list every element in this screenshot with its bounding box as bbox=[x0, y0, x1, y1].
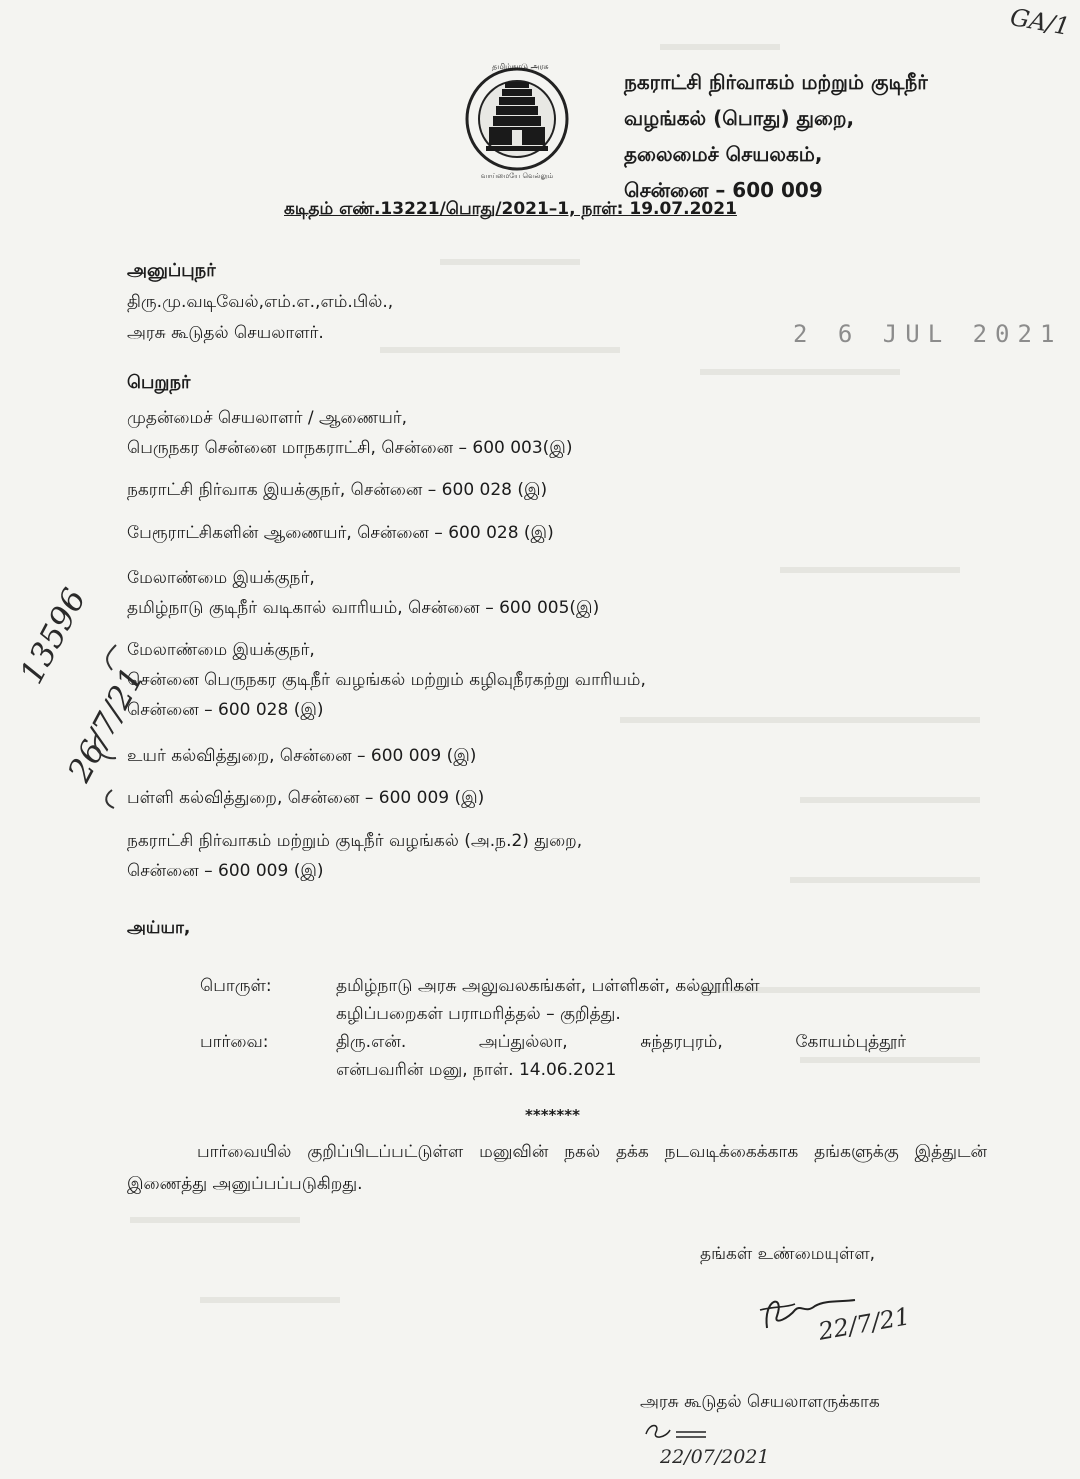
letter-reference: கடிதம் எண்.13221/பொது/2021–1, நாள்: 19.07.2021 bbox=[284, 199, 737, 219]
recipient-line: மேலாண்மை இயக்குநர், bbox=[127, 568, 315, 588]
reference-seen-line-2: என்பவரின் மனு, நாள். 14.06.2021 bbox=[336, 1060, 617, 1080]
recipient-line: சென்னை பெருநகர குடிநீர் வழங்கல் மற்றும் கழிவுநீரகற்று வாரியம், bbox=[127, 670, 646, 690]
sender-name: திரு.மு.வடிவேல்,எம்.எ.,எம்.பில்., bbox=[127, 292, 394, 312]
recipient-2 bbox=[127, 475, 547, 505]
recipient-line: பெருநகர சென்னை மாநகராட்சி, சென்னை – 600 003(இ) bbox=[127, 438, 573, 458]
header-line-4: சென்னை – 600 009 bbox=[624, 178, 823, 202]
subject-line-1: தமிழ்நாடு அரசு அலுவலகங்கள், பள்ளிகள், கல்லூரிகள் bbox=[336, 976, 760, 996]
subject-line-2: கழிப்பறைகள் பராமரித்தல் – குறித்து. bbox=[336, 1004, 621, 1024]
recipient-line: சென்னை – 600 009 (இ) bbox=[127, 861, 324, 881]
department-header bbox=[624, 64, 928, 208]
separator: ******* bbox=[525, 1106, 580, 1124]
reference-seen-part: அப்துல்லா, bbox=[478, 1032, 568, 1052]
margin-handwritten-number: 13596 bbox=[12, 582, 94, 690]
subject-block bbox=[200, 972, 906, 1084]
header-line-2: வழங்கல் (பொது) துறை, bbox=[624, 106, 855, 130]
letter-body: பார்வையில் குறிப்பிடப்பட்டுள்ள மனுவின் நகல் தக்க நடவடிக்கைக்காக தங்களுக்கு இத்துடன் இணைத்து அனுப்பப்படுகிறது. bbox=[127, 1142, 987, 1194]
recipient-line: சென்னை – 600 028 (இ) bbox=[127, 700, 324, 720]
reference-seen-part: சுந்தரபுரம், bbox=[640, 1032, 723, 1052]
received-date-stamp: 2 6 JUL 2021 bbox=[793, 320, 1063, 348]
recipient-4 bbox=[127, 563, 599, 623]
tamil-nadu-emblem bbox=[458, 64, 576, 182]
recipient-7 bbox=[127, 783, 484, 813]
recipient-3 bbox=[127, 518, 554, 548]
sender-label: அனுப்புநர் bbox=[127, 260, 216, 281]
recipient-line: தமிழ்நாடு குடிநீர் வடிகால் வாரியம், சென்னை – 600 005(இ) bbox=[127, 598, 600, 618]
recipient-line: நகராட்சி நிர்வாகம் மற்றும் குடிநீர் வழங்கல் (அ.ந.2) துறை, bbox=[127, 831, 583, 851]
recipient-5 bbox=[127, 635, 646, 725]
salutation: அய்யா, bbox=[127, 918, 191, 938]
header-line-1: நகராட்சி நிர்வாகம் மற்றும் குடிநீர் bbox=[624, 70, 928, 94]
corner-handwritten-note: GA/1 bbox=[1008, 3, 1072, 41]
margin-slash-marks bbox=[86, 640, 126, 820]
reference-seen-part: கோயம்புத்தூர் bbox=[795, 1032, 906, 1052]
recipient-line: பள்ளி கல்வித்துறை, சென்னை – 600 009 (இ) bbox=[127, 788, 485, 808]
signature-date: 22/7/21 bbox=[816, 1302, 913, 1346]
recipient-line: முதன்மைச் செயலாளர் / ஆணையர், bbox=[127, 408, 408, 428]
recipient-8 bbox=[127, 826, 582, 886]
signatory-initials bbox=[642, 1420, 712, 1446]
signatory-date: 22/07/2021 bbox=[660, 1446, 770, 1468]
emblem-motto: வாய்மையே வெல்லும் bbox=[480, 172, 554, 180]
recipient-1 bbox=[127, 403, 572, 463]
recipient-line: நகராட்சி நிர்வாக இயக்குநர், சென்னை – 600 028 (இ) bbox=[127, 480, 548, 500]
reference-seen-label: பார்வை: bbox=[200, 1032, 269, 1052]
header-line-3: தலைமைச் செயலகம், bbox=[624, 142, 823, 166]
recipient-6 bbox=[127, 741, 476, 771]
closing: தங்கள் உண்மையுள்ள, bbox=[700, 1244, 876, 1264]
reference-seen-part: திரு.என். bbox=[336, 1032, 407, 1052]
recipients-label: பெறுநர் bbox=[127, 372, 191, 393]
emblem-top-text: தமிழ்நாடு அரசு bbox=[492, 62, 549, 71]
signatory-designation: அரசு கூடுதல் செயலாளருக்காக bbox=[640, 1392, 880, 1412]
recipients-block bbox=[127, 367, 190, 399]
sender-block bbox=[127, 256, 393, 348]
recipient-line: மேலாண்மை இயக்குநர், bbox=[127, 640, 315, 660]
subject-label: பொருள்: bbox=[200, 976, 272, 996]
recipient-line: உயர் கல்வித்துறை, சென்னை – 600 009 (இ) bbox=[127, 746, 477, 766]
recipient-line: பேரூராட்சிகளின் ஆணையர், சென்னை – 600 028 (இ) bbox=[127, 523, 554, 543]
margin-handwritten-date: 26/7/21 bbox=[60, 661, 152, 788]
sender-title: அரசு கூடுதல் செயலாளர். bbox=[127, 323, 324, 343]
